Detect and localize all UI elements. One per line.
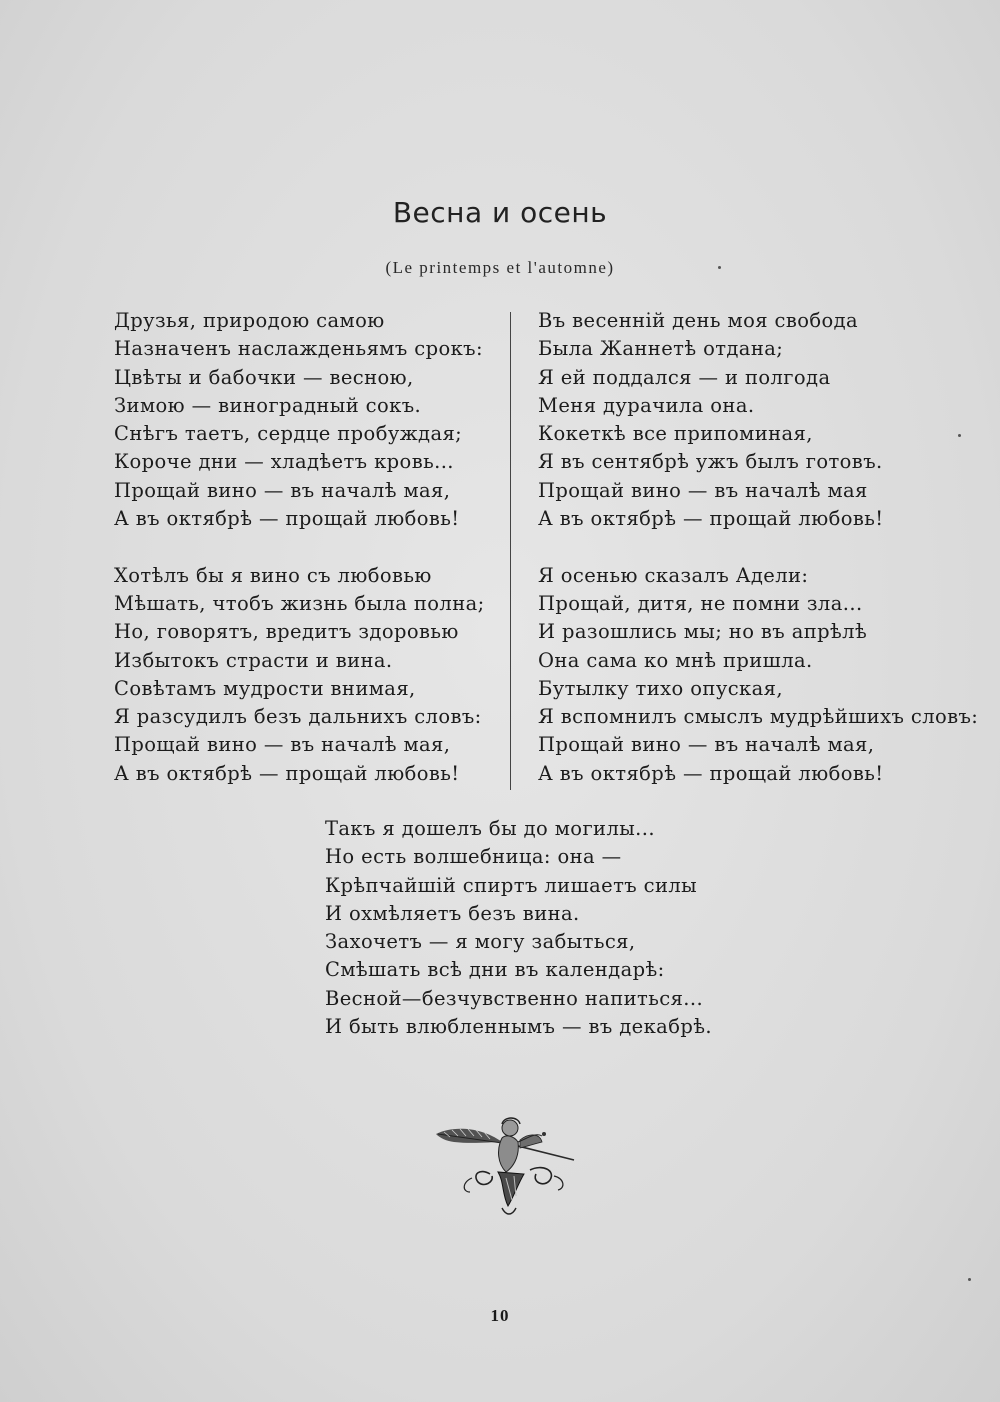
stanza	[114, 307, 485, 533]
verse-line: Назначенъ наслажденьямъ срокъ:	[114, 337, 483, 361]
verse-line: Крѣпчайшій спиртъ лишаетъ силы	[325, 873, 698, 897]
verse-line: И быть влюбленнымъ — въ декабрѣ.	[325, 1015, 712, 1039]
verse-line: Меня дурачила она.	[538, 393, 755, 417]
page-number: 10	[490, 1306, 510, 1325]
verse-line: Прощай вино — въ началѣ мая,	[538, 733, 875, 757]
verse-line: И охмѣляетъ безъ вина.	[325, 901, 580, 925]
left-column	[114, 307, 485, 788]
verse-line: Такъ я дошелъ бы до могилы...	[325, 817, 655, 840]
verse-line: Прощай, дитя, не помни зла...	[538, 591, 863, 615]
verse-line: Прощай вино — въ началѣ мая,	[114, 733, 451, 757]
cherub-vignette-icon	[432, 1112, 582, 1222]
column-divider	[510, 312, 511, 790]
verse-line: Прощай вино — въ началѣ мая,	[114, 478, 451, 502]
verse-line: Снѣгъ таетъ, сердце пробуждая;	[114, 422, 463, 446]
poem-subtitle: (Le printemps et l'automne)	[385, 258, 615, 277]
verse-line: Я разсудилъ безъ дальнихъ словъ:	[114, 705, 482, 729]
verse-line: И разошлись мы; но въ апрѣлѣ	[538, 620, 868, 644]
verse-line: А въ октябрѣ — прощай любовь!	[538, 507, 884, 531]
verse-line: А въ октябрѣ — прощай любовь!	[114, 507, 460, 531]
verse-line: Друзья, природою самою	[114, 309, 385, 332]
verse-line: Прощай вино — въ началѣ мая	[538, 478, 868, 502]
verse-line: Избытокъ страсти и вина.	[114, 648, 393, 672]
paper-speck	[968, 1278, 971, 1281]
verse-line: Короче дни — хладѣетъ кровь...	[114, 450, 454, 474]
verse-line: А въ октябрѣ — прощай любовь!	[114, 761, 460, 785]
paper-speck	[718, 266, 721, 269]
verse-line: Бутылку тихо опуская,	[538, 676, 783, 700]
stanza	[538, 562, 978, 788]
verse-line: Я осенью сказалъ Адели:	[538, 563, 809, 587]
right-column	[538, 307, 978, 788]
verse-line: А въ октябрѣ — прощай любовь!	[538, 761, 884, 785]
verse-line: Въ весенній день моя свобода	[538, 309, 859, 332]
verse-line: Смѣшать всѣ дни въ календарѣ:	[325, 958, 665, 982]
poem-title: Весна и осень	[392, 196, 608, 229]
verse-line: Захочетъ — я могу забыться,	[325, 930, 636, 954]
verse-line: Но есть волшебница: она —	[325, 845, 622, 869]
verse-line: Я ей поддался — и полгода	[538, 365, 831, 389]
verse-line: Я вспомнилъ смыслъ мудрѣйшихъ словъ:	[538, 705, 979, 729]
paper-speck	[958, 434, 961, 437]
verse-line: Хотѣлъ бы я вино съ любовью	[114, 563, 432, 587]
verse-line: Была Жаннетѣ отдана;	[538, 337, 784, 361]
verse-line: Мѣшать, чтобъ жизнь была полна;	[114, 591, 485, 615]
verse-line: Цвѣты и бабочки — весною,	[114, 365, 414, 389]
verse-line: Совѣтамъ мудрости внимая,	[114, 676, 416, 700]
final-stanza	[325, 815, 712, 1041]
verse-line: Она сама ко мнѣ пришла.	[538, 648, 813, 672]
verse-line: Весной—безчувственно напиться...	[325, 986, 704, 1010]
stanza	[114, 562, 485, 788]
stanza	[538, 307, 978, 533]
verse-line: Я въ сентябрѣ ужъ былъ готовъ.	[538, 450, 883, 474]
verse-line: Зимою — виноградный сокъ.	[114, 393, 422, 417]
verse-line: Кокеткѣ все припоминая,	[538, 422, 813, 446]
verse-line: Но, говорятъ, вредитъ здоровью	[114, 620, 459, 644]
